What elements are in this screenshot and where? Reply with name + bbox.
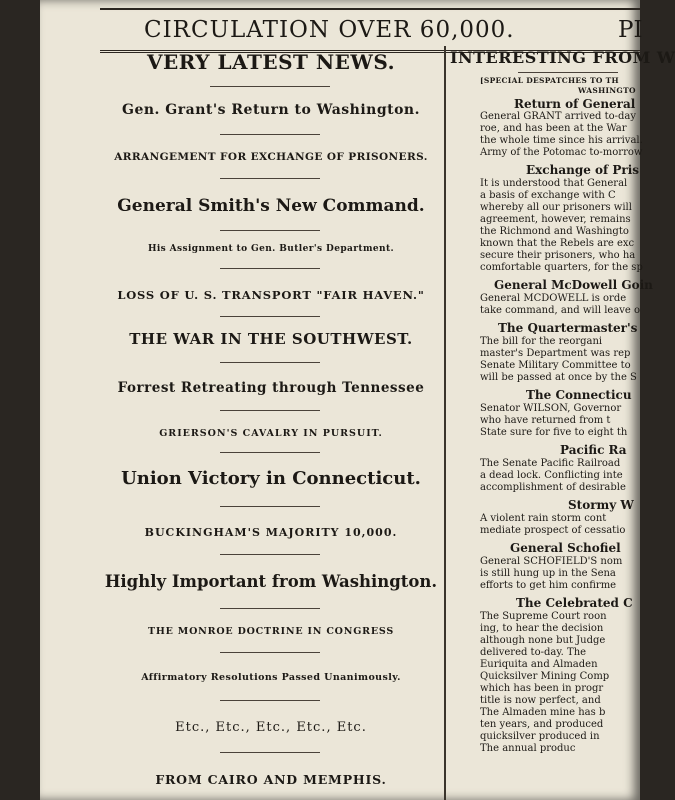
body-line: Senate Military Committee to — [480, 360, 631, 371]
body-line: General MCDOWELL is orde — [480, 293, 627, 304]
body-line: It is understood that General — [480, 178, 628, 189]
body-line: quicksilver produced in — [480, 731, 600, 742]
masthead-title-fragment: PI — [618, 17, 643, 43]
body-line: delivered to-day. The — [480, 647, 587, 658]
body-line: General SCHOFIELD'S nom — [480, 556, 623, 567]
dateline: [SPECIAL DESPATCHES TO TH — [480, 76, 619, 85]
column-divider — [444, 46, 446, 800]
body-line: The Senate Pacific Railroad — [480, 458, 621, 469]
right-column — [448, 48, 675, 800]
body-line: is still hung up in the Sena — [480, 568, 616, 579]
headline-cairo-memphis: FROM CAIRO AND MEMPHIS. — [155, 772, 387, 787]
body-line: who have returned from t — [480, 415, 611, 426]
body-line: efforts to get him confirme — [480, 580, 617, 591]
headline-buckingham-majority: BUCKINGHAM'S MAJORITY 10,000. — [144, 526, 398, 539]
body-line: secure their prisoners, who ha — [480, 250, 636, 261]
headline-monroe-doctrine: THE MONROE DOCTRINE IN CONGRESS — [147, 626, 395, 637]
headline-important-washington: Highly Important from Washington. — [104, 572, 438, 591]
subhead: The Quartermaster's — [498, 321, 638, 335]
divider — [220, 608, 320, 609]
body-line: known that the Rebels are exc — [480, 238, 635, 249]
divider — [220, 452, 320, 453]
subhead: General Schofiel — [510, 541, 621, 555]
dateline-place: WASHINGTO — [578, 86, 636, 95]
body-line: The Supreme Court roon — [480, 611, 607, 622]
body-line: The annual produc — [480, 743, 576, 754]
subhead: General McDowell Goin — [494, 278, 653, 292]
subhead: Stormy W — [568, 498, 634, 512]
divider — [220, 178, 320, 179]
body-line: The bill for the reorgani — [480, 336, 603, 347]
body-line: will be passed at once by the S — [480, 372, 637, 383]
body-line: the whole time since his arrival. — [480, 135, 643, 146]
body-line: Army of the Potomac to-morrow — [480, 147, 643, 158]
divider — [220, 554, 320, 555]
headline-fair-haven: LOSS OF U. S. TRANSPORT "FAIR HAVEN." — [117, 288, 425, 302]
subhead: Exchange of Pris — [526, 163, 640, 177]
body-line: Euriquita and Almaden — [480, 659, 598, 670]
subhead: Pacific Ra — [560, 443, 627, 457]
body-line: agreement, however, remains — [480, 214, 631, 225]
headline-grierson-cavalry: GRIERSON'S CAVALRY IN PURSUIT. — [159, 428, 383, 439]
body-line: General GRANT arrived to-day — [480, 111, 637, 122]
divider — [220, 752, 320, 753]
divider — [220, 230, 320, 231]
divider — [220, 506, 320, 507]
headline-etc: Etc., Etc., Etc., Etc., Etc. — [175, 720, 367, 735]
body-line: whereby all our prisoners will — [480, 202, 632, 213]
body-line: roe, and has been at the War — [480, 123, 627, 134]
body-line: ten years, and produced — [480, 719, 604, 730]
headline-smith-command: General Smith's New Command. — [117, 196, 425, 216]
headline-exchange-prisoners: ARRANGEMENT FOR EXCHANGE OF PRISONERS. — [114, 151, 428, 163]
body-line: which has been in progr — [480, 683, 604, 694]
divider — [210, 86, 330, 87]
body-line: accomplishment of desirable — [480, 482, 626, 493]
body-line: the Richmond and Washingto — [480, 226, 629, 237]
body-line: State sure for five to eight th — [480, 427, 628, 438]
circulation-banner: CIRCULATION OVER 60,000. — [144, 17, 515, 43]
body-line: take command, and will leave o — [480, 305, 641, 316]
body-line: ing, to hear the decision — [480, 623, 604, 634]
divider — [518, 72, 618, 73]
divider — [220, 700, 320, 701]
body-line: mediate prospect of cessatio — [480, 525, 626, 536]
divider — [220, 134, 320, 135]
right-column-heading: INTERESTING FROM W — [450, 48, 675, 67]
divider — [220, 362, 320, 363]
headline-grant-return: Gen. Grant's Return to Washington. — [122, 102, 420, 118]
headline-war-southwest: THE WAR IN THE SOUTHWEST. — [129, 330, 413, 348]
headline-butler-department: His Assignment to Gen. Butler's Department. — [147, 244, 395, 254]
body-line: a dead lock. Conflicting inte — [480, 470, 623, 481]
headline-very-latest-news: VERY LATEST NEWS. — [146, 50, 396, 74]
body-line: comfortable quarters, for the sp — [480, 262, 643, 273]
left-column — [100, 48, 442, 800]
headline-affirmatory-resolutions: Affirmatory Resolutions Passed Unanimously. — [141, 672, 401, 683]
body-line: master's Department was rep — [480, 348, 631, 359]
masthead — [100, 8, 643, 53]
body-line: A violent rain storm cont — [480, 513, 607, 524]
subhead: The Celebrated C — [516, 596, 633, 610]
body-line: although none but Judge — [480, 635, 606, 646]
divider — [220, 652, 320, 653]
headline-forrest-retreating: Forrest Retreating through Tennessee — [117, 380, 425, 396]
divider — [220, 410, 320, 411]
subhead: Return of General — [514, 97, 636, 111]
body-line: Senator WILSON, Governor — [480, 403, 622, 414]
body-line: title is now perfect, and — [480, 695, 601, 706]
divider — [220, 316, 320, 317]
subhead: The Connecticu — [526, 388, 632, 402]
headline-union-victory: Union Victory in Connecticut. — [121, 468, 421, 489]
body-line: a basis of exchange with C — [480, 190, 616, 201]
body-line: Quicksilver Mining Comp — [480, 671, 610, 682]
divider — [220, 268, 320, 269]
body-line: The Almaden mine has b — [480, 707, 606, 718]
